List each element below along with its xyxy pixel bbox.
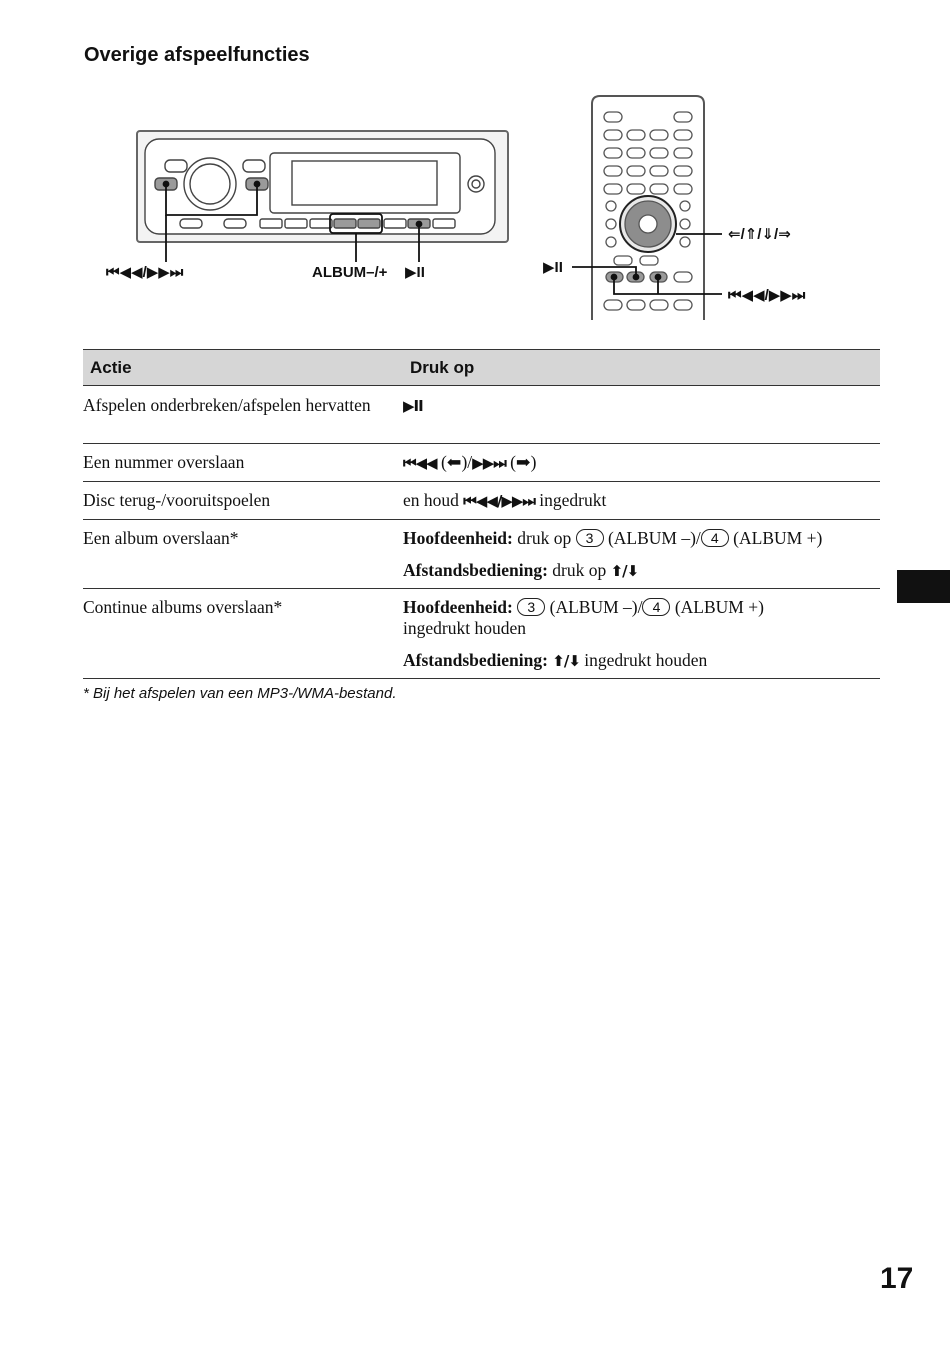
press-cell [403,452,880,474]
up-down-arrow-icon: ⬆/⬇ [552,652,580,670]
section-heading: Overige afspeelfuncties [84,44,310,66]
remote-arrows-label: ⇐/⇑/⇓/⇒ [728,226,791,243]
table-row [83,520,880,589]
remote-text: druk op [552,560,607,580]
forward-next-icon: ▶▶⏭ [472,454,506,472]
action-cell: Een album overslaan* [83,528,239,548]
press-cell [403,597,880,672]
action-cell: Afspelen onderbreken/afspelen hervatten [83,395,371,415]
album-plus-text: (ALBUM +) [733,528,823,548]
main-unit-label: Hoofdeenheid: [403,528,513,548]
action-cell: Disc terug-/vooruitspoelen [83,490,271,510]
press-cell [403,490,880,512]
right-arrow-note: (➡) [510,452,537,472]
main-unit-line [403,528,880,549]
header-action: Actie [90,358,132,377]
footnote: * Bij het afspelen van een MP3-/WMA-bestand. [83,685,397,702]
press-post-text: ingedrukt [539,490,607,510]
functions-table [83,349,880,679]
section-tab-marker [897,570,950,603]
button-3-icon: 3 [576,529,604,547]
seek-label: ⏮◀◀/▶▶⏭ [106,264,184,281]
table-row [83,386,880,444]
button-4-icon: 4 [701,529,729,547]
previous-rewind-icon: ⏮◀◀ [403,454,437,472]
table-row [83,444,880,482]
main-unit-text: druk op [517,528,572,548]
remote-label: Afstandsbediening: [403,650,548,670]
play-pause-label: ▶II [405,264,425,281]
press-pre-text: en houd [403,490,459,510]
main-unit-label: Hoofdeenheid: [403,597,513,617]
table-row [83,482,880,520]
album-plus-text: (ALBUM +) [674,597,764,617]
seek-icon: ⏮◀◀/▶▶⏭ [463,492,535,510]
separator: / [467,452,473,472]
page-number: 17 [880,1262,914,1295]
action-cell: Continue albums overslaan* [83,597,283,617]
remote-seek-label: ⏮◀◀/▶▶⏭ [728,287,806,304]
hold-text: ingedrukt houden [403,618,526,638]
table-row [83,589,880,679]
up-down-arrow-icon: ⬆/⬇ [610,562,639,580]
album-minus-text: (ALBUM –)/ [607,528,701,548]
left-arrow-note: (⬅) [440,452,468,472]
remote-label: Afstandsbediening: [403,560,548,580]
press-cell [403,395,880,417]
action-cell: Een nummer overslaan [83,452,245,472]
header-press: Druk op [410,358,475,377]
remote-play-pause-label: ▶II [543,259,563,276]
remote-text: ingedrukt houden [584,650,708,670]
button-3-icon: 3 [517,598,545,616]
remote-line [403,650,880,672]
album-label: ALBUM–/+ [312,264,388,281]
press-cell [403,528,880,582]
album-minus-text: (ALBUM –)/ [549,597,643,617]
remote-line [403,560,880,582]
table-header [83,349,880,386]
main-unit-line [403,597,880,639]
play-pause-icon: ▶II [403,397,423,415]
button-4-icon: 4 [642,598,670,616]
